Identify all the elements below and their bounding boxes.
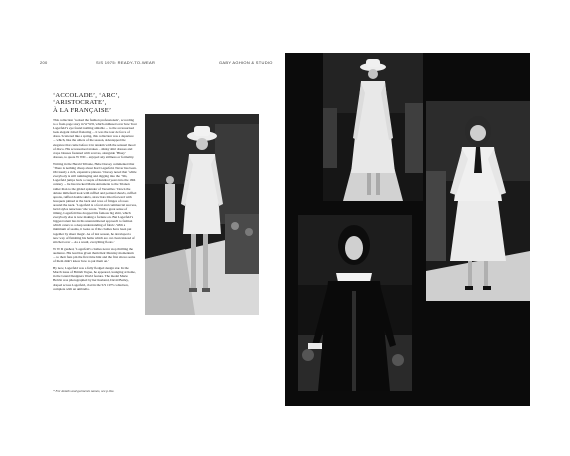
runway-photo-hat-coat-top (323, 53, 423, 201)
page-number: 200 (40, 60, 48, 65)
runway-photo-dark-jacket (298, 215, 412, 391)
brand-title: GABY AGHION & STUDIO (219, 60, 273, 65)
runway-photo-hat-coat-left (145, 114, 259, 315)
runway-photo-blouse-tie (426, 101, 530, 301)
paragraph: This collection ‘rocked the fashion professionals’, according to a front-page story in W WD, which enthused over how Tout Lagerfeld’s eye found nothing amiable ... to the accessorised look elegant Jolted flattering ... it was the tour de force of dress. Scattered like a spring, this collection was a departure ... which, like the others of the season, sidestepped the elegance that came before it in tandem with the sensual mood of disco. His accessorised strokes – slinky shirt dresses and crepe blouses fastened with scarves, alongside ‘Bluey’ dresses, to quote W WD – enjoyed any stillness or formality. (53, 118, 137, 159)
body-text (53, 118, 137, 294)
chapter-heading (53, 92, 133, 114)
paragraph: By now, Lagerfeld was a fully fledged design star. In the March issue of British Vogue, he appeared, lounging at home, in the Grand Designers World feature. The model Marie Helvin was photographed by her husband, David Bailey, draped across Lagerfeld, clad in the S/S 1975 collection, complete with an umbrella. (53, 266, 136, 291)
section-title: S/S 1975: READY-TO-WEAR (96, 60, 156, 65)
footnote: * For details and garments names, see p.0xx. (53, 389, 115, 393)
heading-line: ‘ACCOLADE’, ‘ARC’, (53, 92, 120, 99)
paragraph: Writing in the Herald Tribune, Hebe Dorsey commented that ‘There is nothing cheap about Karl Lagerfeld. Never has been. Obviously a rich, expensive plateau.’ Dorsey noted that ‘while everybody is still rummaging and digging into the ’30s, Lagerfeld jumps back a couple of hundred years into the 18th century ... he has trucked Marie Antoinette to the Trianon rather than to the gilded splendor of Versailles.’ Down the deluxe millefeuil look with ruffled and pointed shawls, ruffled aprons, ruffled double skirts, straw hats tilted forward with bouquets pinned at the back and rows of fringes of roses around the neck. ‘Lagerfeld is a fecal and commercial success, lucid styles tenacious’ she wrote. ‘With a great sense of timing, Lagerfeld has dropped his famous big shirt, which everybody else is now making a fortune on. But Lagerfeld’s biggest talent lies in his unencumbered approach to fashion which caters to a deep understanding of fabric. With a minimum of seams, it looks as if the clothes have been put together by sheer magic. As of last season, he developed a new way of finishing his hems which are cut clean instead of stitched over ... As a result, everything floats.’ (53, 161, 137, 244)
paragraph: W W D gushed, ‘Lagerfeld’s clothes never stop thrilling the audience. His lead has given them their Monday momentum ... to their fans pin the first time hint and the first shows some of them didn’t know how to put them on.’ (53, 246, 136, 264)
heading-line: À LA FRANÇAISE’ (53, 106, 112, 114)
heading-line: ‘ARISTOCRATE’, (53, 99, 107, 107)
